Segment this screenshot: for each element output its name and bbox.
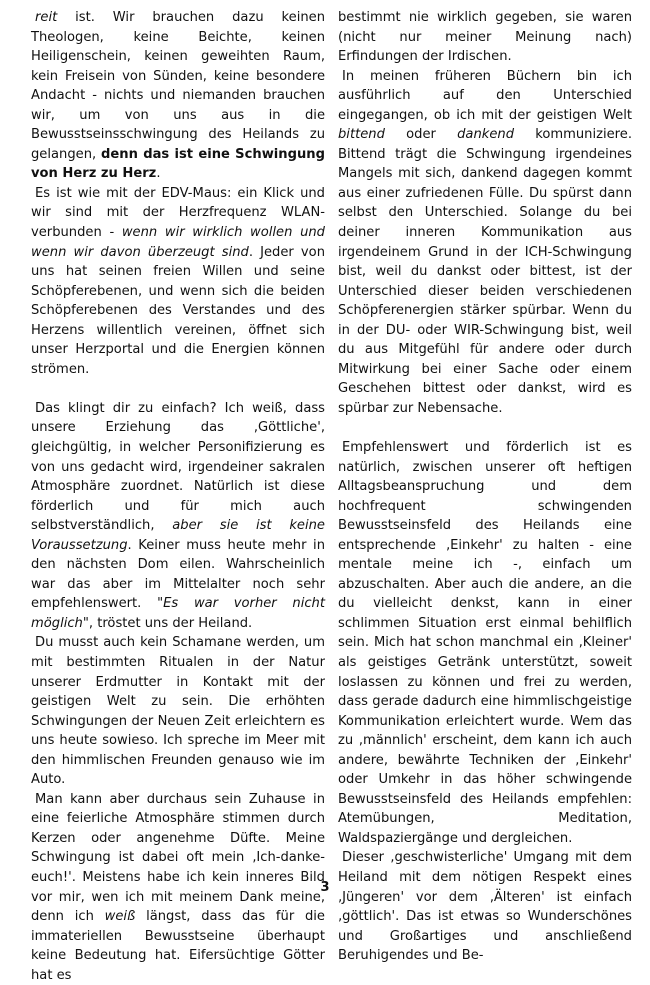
text-segment: . Jeder von uns hat seinen freien Willen und seine Schöpferebenen, und wenn sich die beiden Schöpferebenen des Verstandes und des Herzens willentlich vereinen, öffnet sich unser Herzportal und die Energien können strömen. xyxy=(31,244,325,377)
text-segment: Empfehlenswert und förderlich ist es natürlich, zwischen unserer oft heftigen Alltagsbeanspruchung und dem hochfrequent schwingenden Bewusstseinsfeld des Heilands eine entsprechende ‚Einkehr' zu halten - eine mentale meine ich -, einfach um abzuschalten. Aber auch die andere, an die du vielleicht denkst, kann in einer schlimmen Situation erst einmal behilflich sein. Mich hat schon manchmal ein ‚Kleiner' als geistiges Getränk unterstützt, soweit loslassen zu können und frei zu werden, dass gerade dadurch eine himmlischgeistige Kommunikation erleichtert wurde. Wem das zu ‚männlich' erscheint, dem kann ich auch andere, bewährte Techniken der ‚Einkehr' oder Umkehr in das höher schwingende Bewusstseinsfeld des Heilands empfehlen: Atemübungen, Meditation, Waldspaziergänge und dergleichen. xyxy=(338,439,632,846)
text-segment: Man kann aber durchaus sein Zuhause in eine feierliche Atmosphäre stimmen durch Kerzen oder angenehme Düfte. Meine Schwingung ist dabei oft mein ‚Ich-danke-euch!'. Meistens habe ich kein inneres Bild vor mir, wen ich mit meinem Dank meine, denn ich xyxy=(31,791,325,925)
text-segment: . Keiner muss heute mehr in den nächsten Dom eilen. Wahrscheinlich war das aber im Mittelalter noch sehr empfehlenswert. " xyxy=(31,537,325,612)
text-segment: ", tröstet uns der Heiland. xyxy=(82,615,253,631)
text-segment: In meinen früheren Büchern bin ich ausführlich auf den Unterschied eingegangen, ob ich mit der geistigen Welt xyxy=(338,68,632,123)
text-segment: Dieser ‚geschwisterliche' Umgang mit dem Heiland mit dem nötigen Respekt eines ‚Jüngeren' vor dem ‚Älteren' ist einfach ‚göttlich'. Das ist etwas so Wunderschönes und Großartiges und anschließend Beruhigendes und Be- xyxy=(338,850,632,964)
text-segment: bestimmt nie wirklich gegeben, sie waren (nicht nur meiner Meinung nach) Erfindungen der Irdischen. xyxy=(338,10,632,65)
text-segment: aber sie ist keine Voraussetzung xyxy=(31,518,325,553)
text-segment: weiß xyxy=(104,909,136,925)
paragraph-r3 xyxy=(338,438,632,848)
paragraph-l1 xyxy=(31,8,325,184)
paragraph-gap xyxy=(338,418,632,438)
text-segment: längst, dass das für die immateriellen Bewusstseine überhaupt keine Bedeutung hat. Eifersüchtige Götter hat es xyxy=(31,909,325,983)
paragraph-r4 xyxy=(338,848,632,965)
text-segment: oder xyxy=(384,127,458,143)
text-segment: reit xyxy=(35,10,58,25)
text-segment: wenn wir wirklich wollen und wenn wir davon überzeugt sind xyxy=(31,225,325,260)
text-segment: bittend xyxy=(338,127,385,143)
text-segment: Du musst auch kein Schamane werden, um mit bestimmten Ritualen in der Natur unserer Erdmutter in Kontakt mit der geistigen Welt zu sein. Die erhöhten Schwingungen der Neuen Zeit erleichtern es uns heute sowieso. Ich spreche im Meer mit den himmlischen Freunden genauso wie im Auto. xyxy=(31,635,325,788)
page-number: 3 xyxy=(320,880,330,895)
text-segment: Es war vorher nicht möglich xyxy=(31,596,325,631)
paragraph-gap xyxy=(31,379,325,399)
text-segment: . xyxy=(156,166,161,182)
text-segment: ist. Wir brauchen dazu keinen Theologen, keine Beichte, keinen Heiligenschein, keinen geweihten Raum, kein Freisein von Sünden, keine besondere Andacht - nichts und niemanden brauchen wir, um von uns aus in die Bewusstseinsschwingung des Heilands zu gelangen, xyxy=(31,10,325,162)
paragraph-r1 xyxy=(338,8,632,67)
right-text-column xyxy=(338,8,632,966)
paragraph-l4 xyxy=(31,633,325,789)
paragraph-l2 xyxy=(31,184,325,379)
text-segment: denn das ist eine Schwingung von Herz zu Herz xyxy=(31,146,325,182)
paragraph-r2 xyxy=(338,67,632,419)
text-segment: Das klingt dir zu einfach? Ich weiß, dass unsere Erziehung das ‚Göttliche', gleichgültig, in welcher Personifizierung es von uns gedacht wird, irgendeiner sakralen Atmosphäre zuordnet. Natürlich ist diese förderlich und für mich auch selbstverständlich, xyxy=(31,400,325,534)
text-segment: dankend xyxy=(457,127,515,143)
text-segment: kommuniziere. Bittend trägt die Schwingung irgendeines Mangels mit sich, dankend dagegen kommt aus einer zufriedenen Fülle. Du spürst dann selbst den Unterschied. Solange du bei deiner inneren Kommunikation aus irgendeinem Grund in der ICH-Schwingung bist, weil du dankst oder bittest, ist der Unterschied dieser beiden verschiedenen Schöpferenergien stärker spürbar. Wenn du in der DU- oder WIR-Schwingung bist, weil du aus Mitgefühl für andere oder durch Mitwirkung bei einer Sache oder einem Geschehen bittest oder dankst, wird es spürbar zur Nebensache. xyxy=(338,127,632,416)
paragraph-l3 xyxy=(31,399,325,634)
text-segment: Es ist wie mit der EDV-Maus: ein Klick und wir sind mit der Herzfrequenz WLAN-verbunden - xyxy=(31,185,325,241)
left-text-column xyxy=(31,8,325,985)
